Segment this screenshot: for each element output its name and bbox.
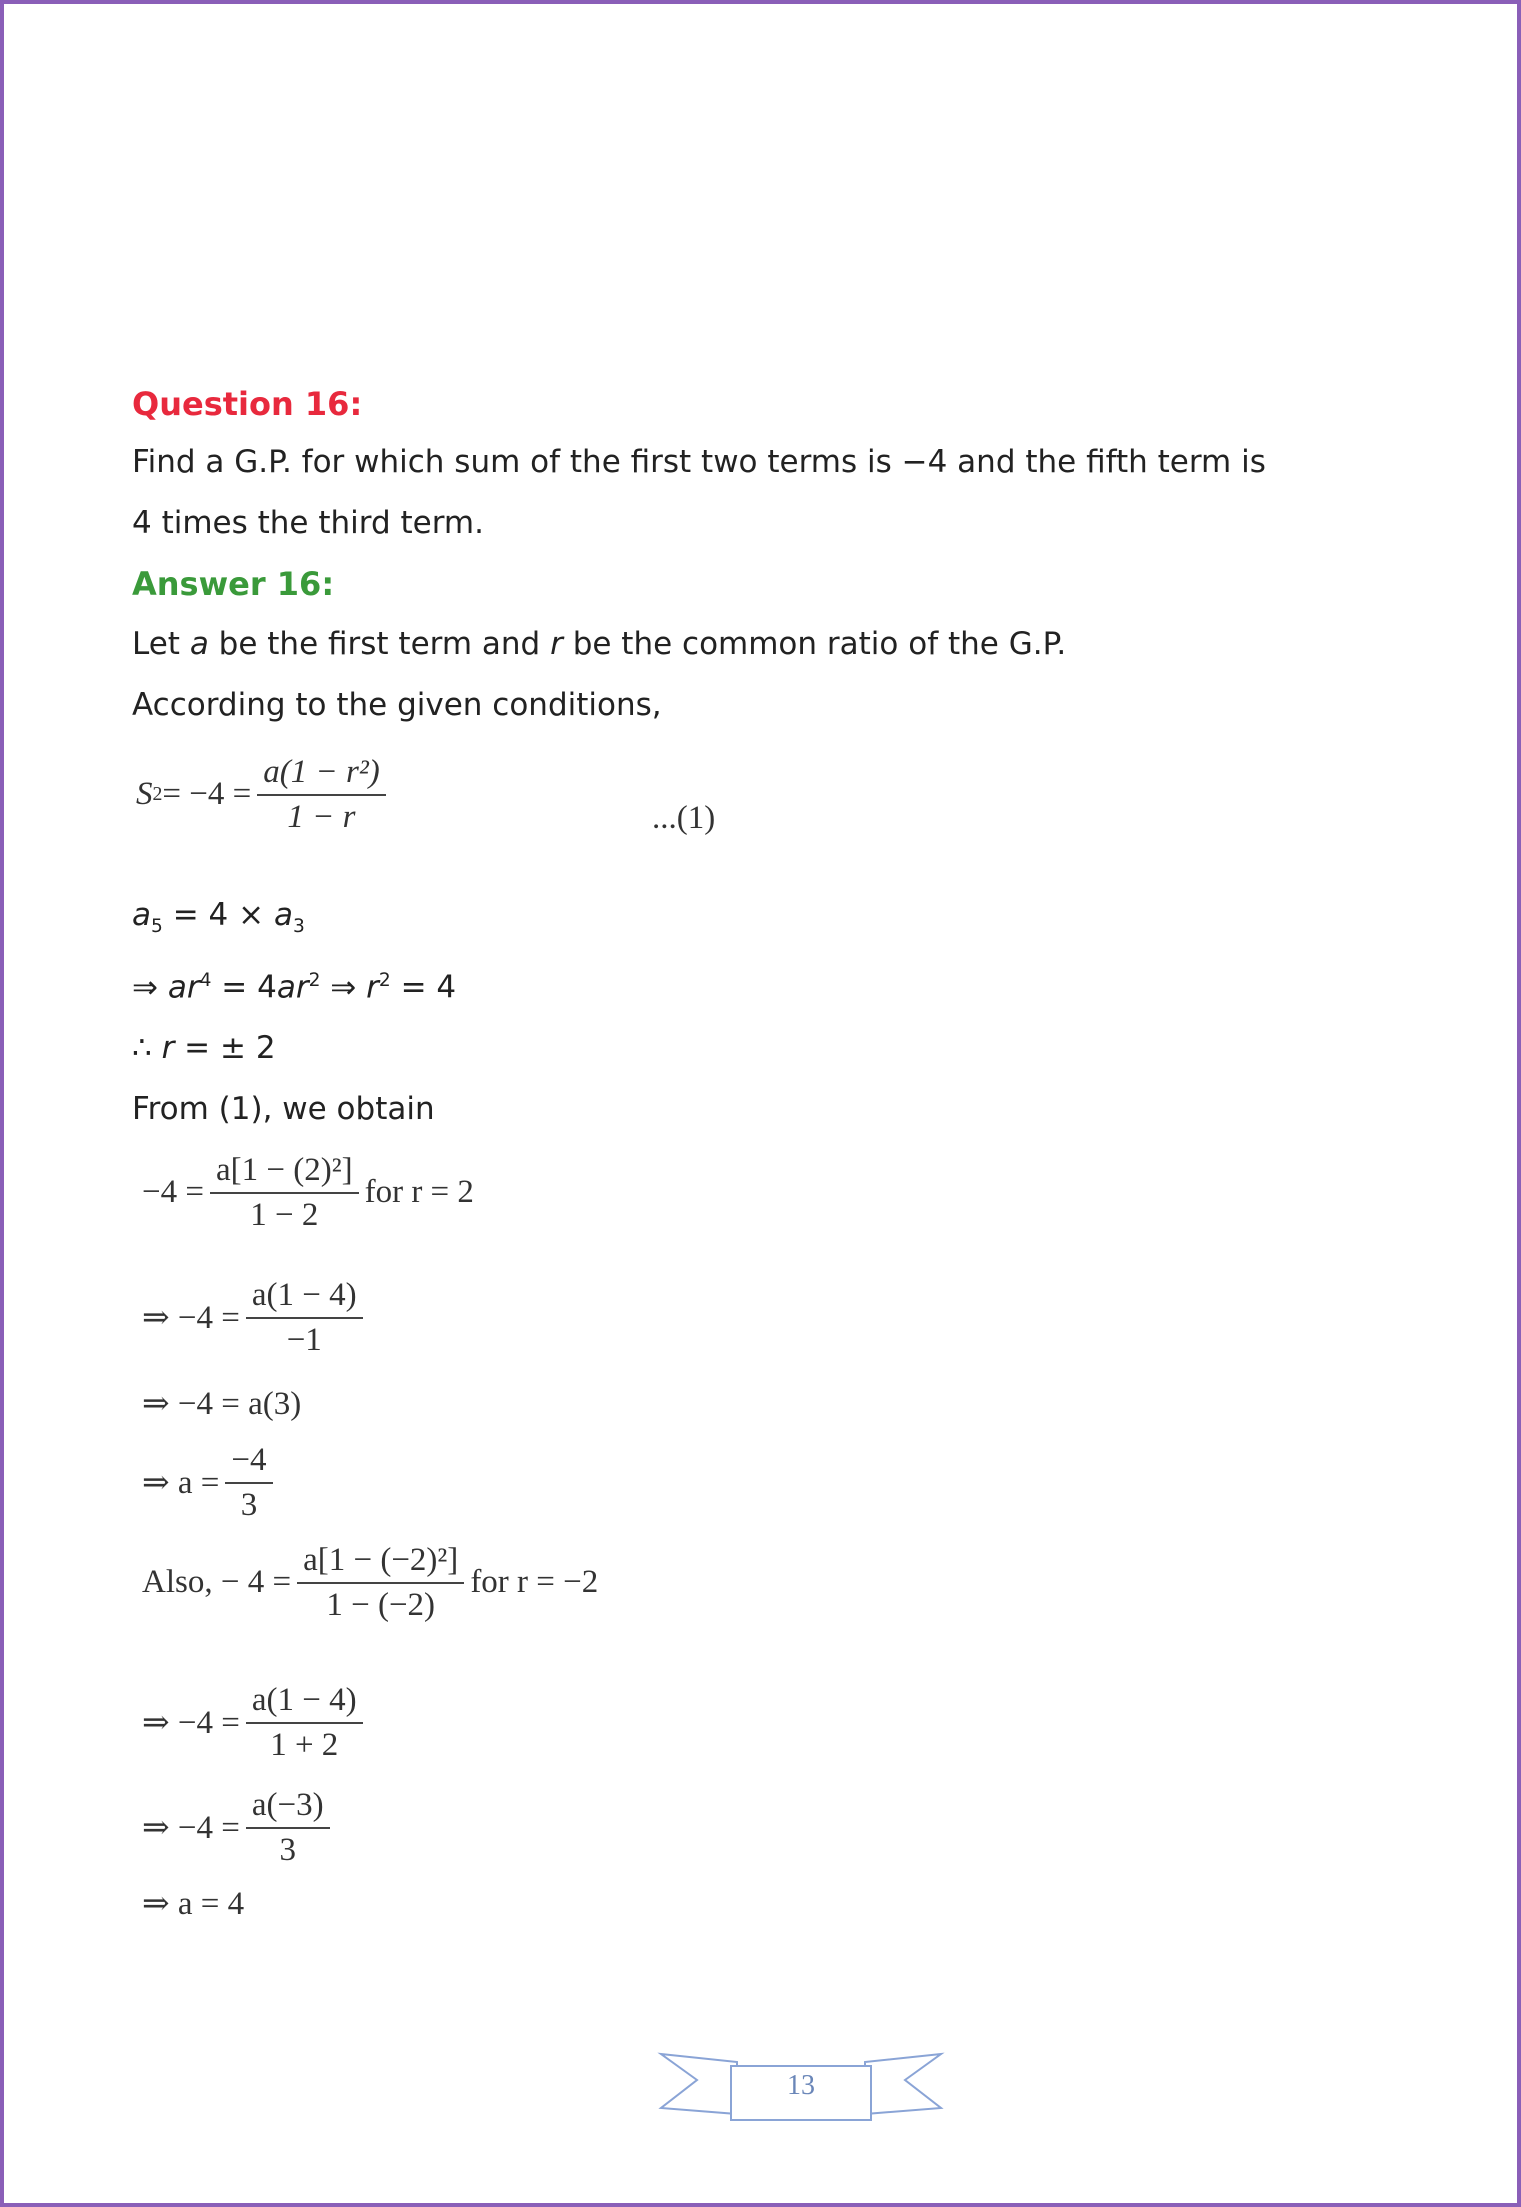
equation-case1-step4: ⇒ a = $\frac{-4}{3}$: [142, 1440, 279, 1524]
equation-case2-step4: ⇒ a = 4: [142, 1886, 245, 1922]
answer-title: Answer 16:: [132, 565, 335, 603]
equation-case2-step2: ⇒ −4 = $\frac{a(1 - 4)}{1 + 2}$: [142, 1680, 369, 1764]
question-text-line2: 4 times the third term.: [132, 505, 484, 541]
equation-case1-step3: ⇒ −4 = a(3): [142, 1386, 302, 1422]
equation-case2-step1: Also, − 4 = $\frac{\text{a[1 − (−2)²]}}{1 - (-2)}$ for r = −2: [142, 1542, 599, 1623]
answer-intro: Let a be the first term and r be the common ratio of the G.P.: [132, 626, 1067, 662]
equation-case1-step2: ⇒ −4 = $\frac{a(1 - 4)}{-1}$: [142, 1275, 369, 1359]
equation-tag-1: ...(1): [652, 800, 716, 836]
equation-case1-step1: −4 = $\frac{\text{a[1 − (2)²]}}{1 - 2}$ for r = 2: [142, 1152, 474, 1233]
equation-a5: $a_5 = 4 \times a_3$: [132, 897, 305, 938]
page-number: 13: [787, 2070, 815, 2101]
equation-case2-step3: ⇒ −4 = $\frac{a(-3)}{3}$: [142, 1785, 336, 1869]
page-number-ribbon: [657, 2048, 945, 2128]
question-text-line1: Find a G.P. for which sum of the first two terms is −4 and the fifth term is: [132, 444, 1266, 480]
equation-sum-s2: S 2 = −4 = $\frac{\text{a(1 − r²)}}{1 - r}$: [136, 752, 392, 836]
equation-r-squared: ⇒ $ar^4 = 4ar^2$ ⇒ $r^2 = 4$: [132, 969, 457, 1006]
question-title: Question 16:: [132, 385, 363, 423]
equation-r-value: ∴ r = ± 2: [132, 1030, 276, 1066]
answer-conditions: According to the given conditions,: [132, 687, 662, 723]
from-equation-1: From (1), we obtain: [132, 1091, 435, 1127]
